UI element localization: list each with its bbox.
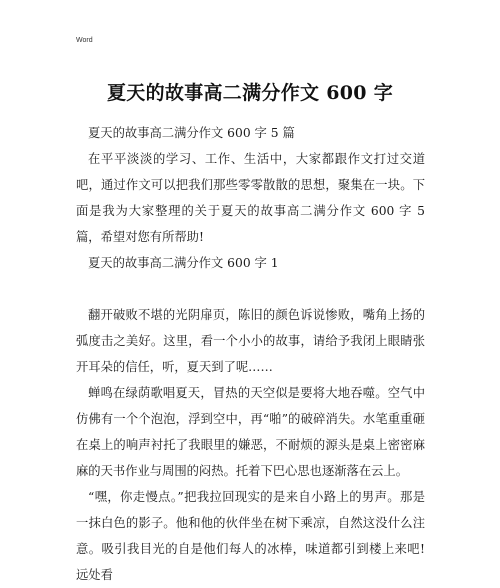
document-body [76, 120, 425, 588]
body-paragraph-3: “嘿，你走慢点。”把我拉回现实的是来自小路上的男声。那是一抹白色的影子。他和他的伙伴坐在树下乘凉，自然这没什么注意。吸引我目光的自是他们每人的冰棒，味道都引到楼上来吧!远处看 [76, 490, 425, 582]
body-paragraph-2: 蝉鸣在绿荫歌唱夏天，冒热的天空似是要将大地吞噬。空气中仿佛有一个个泡泡，浮到空中，再“啪”的破碎消失。水笔重重砸在桌上的响声衬托了我眼里的嫌恶，不耐烦的源头是桌上密密麻麻的天书作业与周围的闷热。托着下巴心思也逐渐落在云上。 [76, 386, 425, 478]
section-heading-paragraph: 夏天的故事高二满分作文 600 字 1 [88, 256, 279, 270]
document-title: 夏天的故事高二满分作文 600 字 [107, 82, 393, 104]
paragraph-gap [76, 276, 425, 302]
subtitle-paragraph: 夏天的故事高二满分作文 600 字 5 篇 [88, 126, 295, 140]
body-paragraph-1: 翻开破败不堪的光阴扉页，陈旧的颜色诉说惨败，嘴角上扬的弧度击之美好。这里，看一个小小的故事，请给予我闭上眼睛张开耳朵的信任，听，夏天到了呢…… [76, 308, 425, 374]
intro-paragraph: 在平平淡淡的学习、工作、生活中，大家都跟作文打过交道吧，通过作文可以把我们那些零零散散的思想，聚集在一块。下面是我为大家整理的关于夏天的故事高二满分作文 600 字 5 篇，希望对您有所帮助! [76, 152, 425, 244]
app-header-label: Word [76, 37, 93, 44]
